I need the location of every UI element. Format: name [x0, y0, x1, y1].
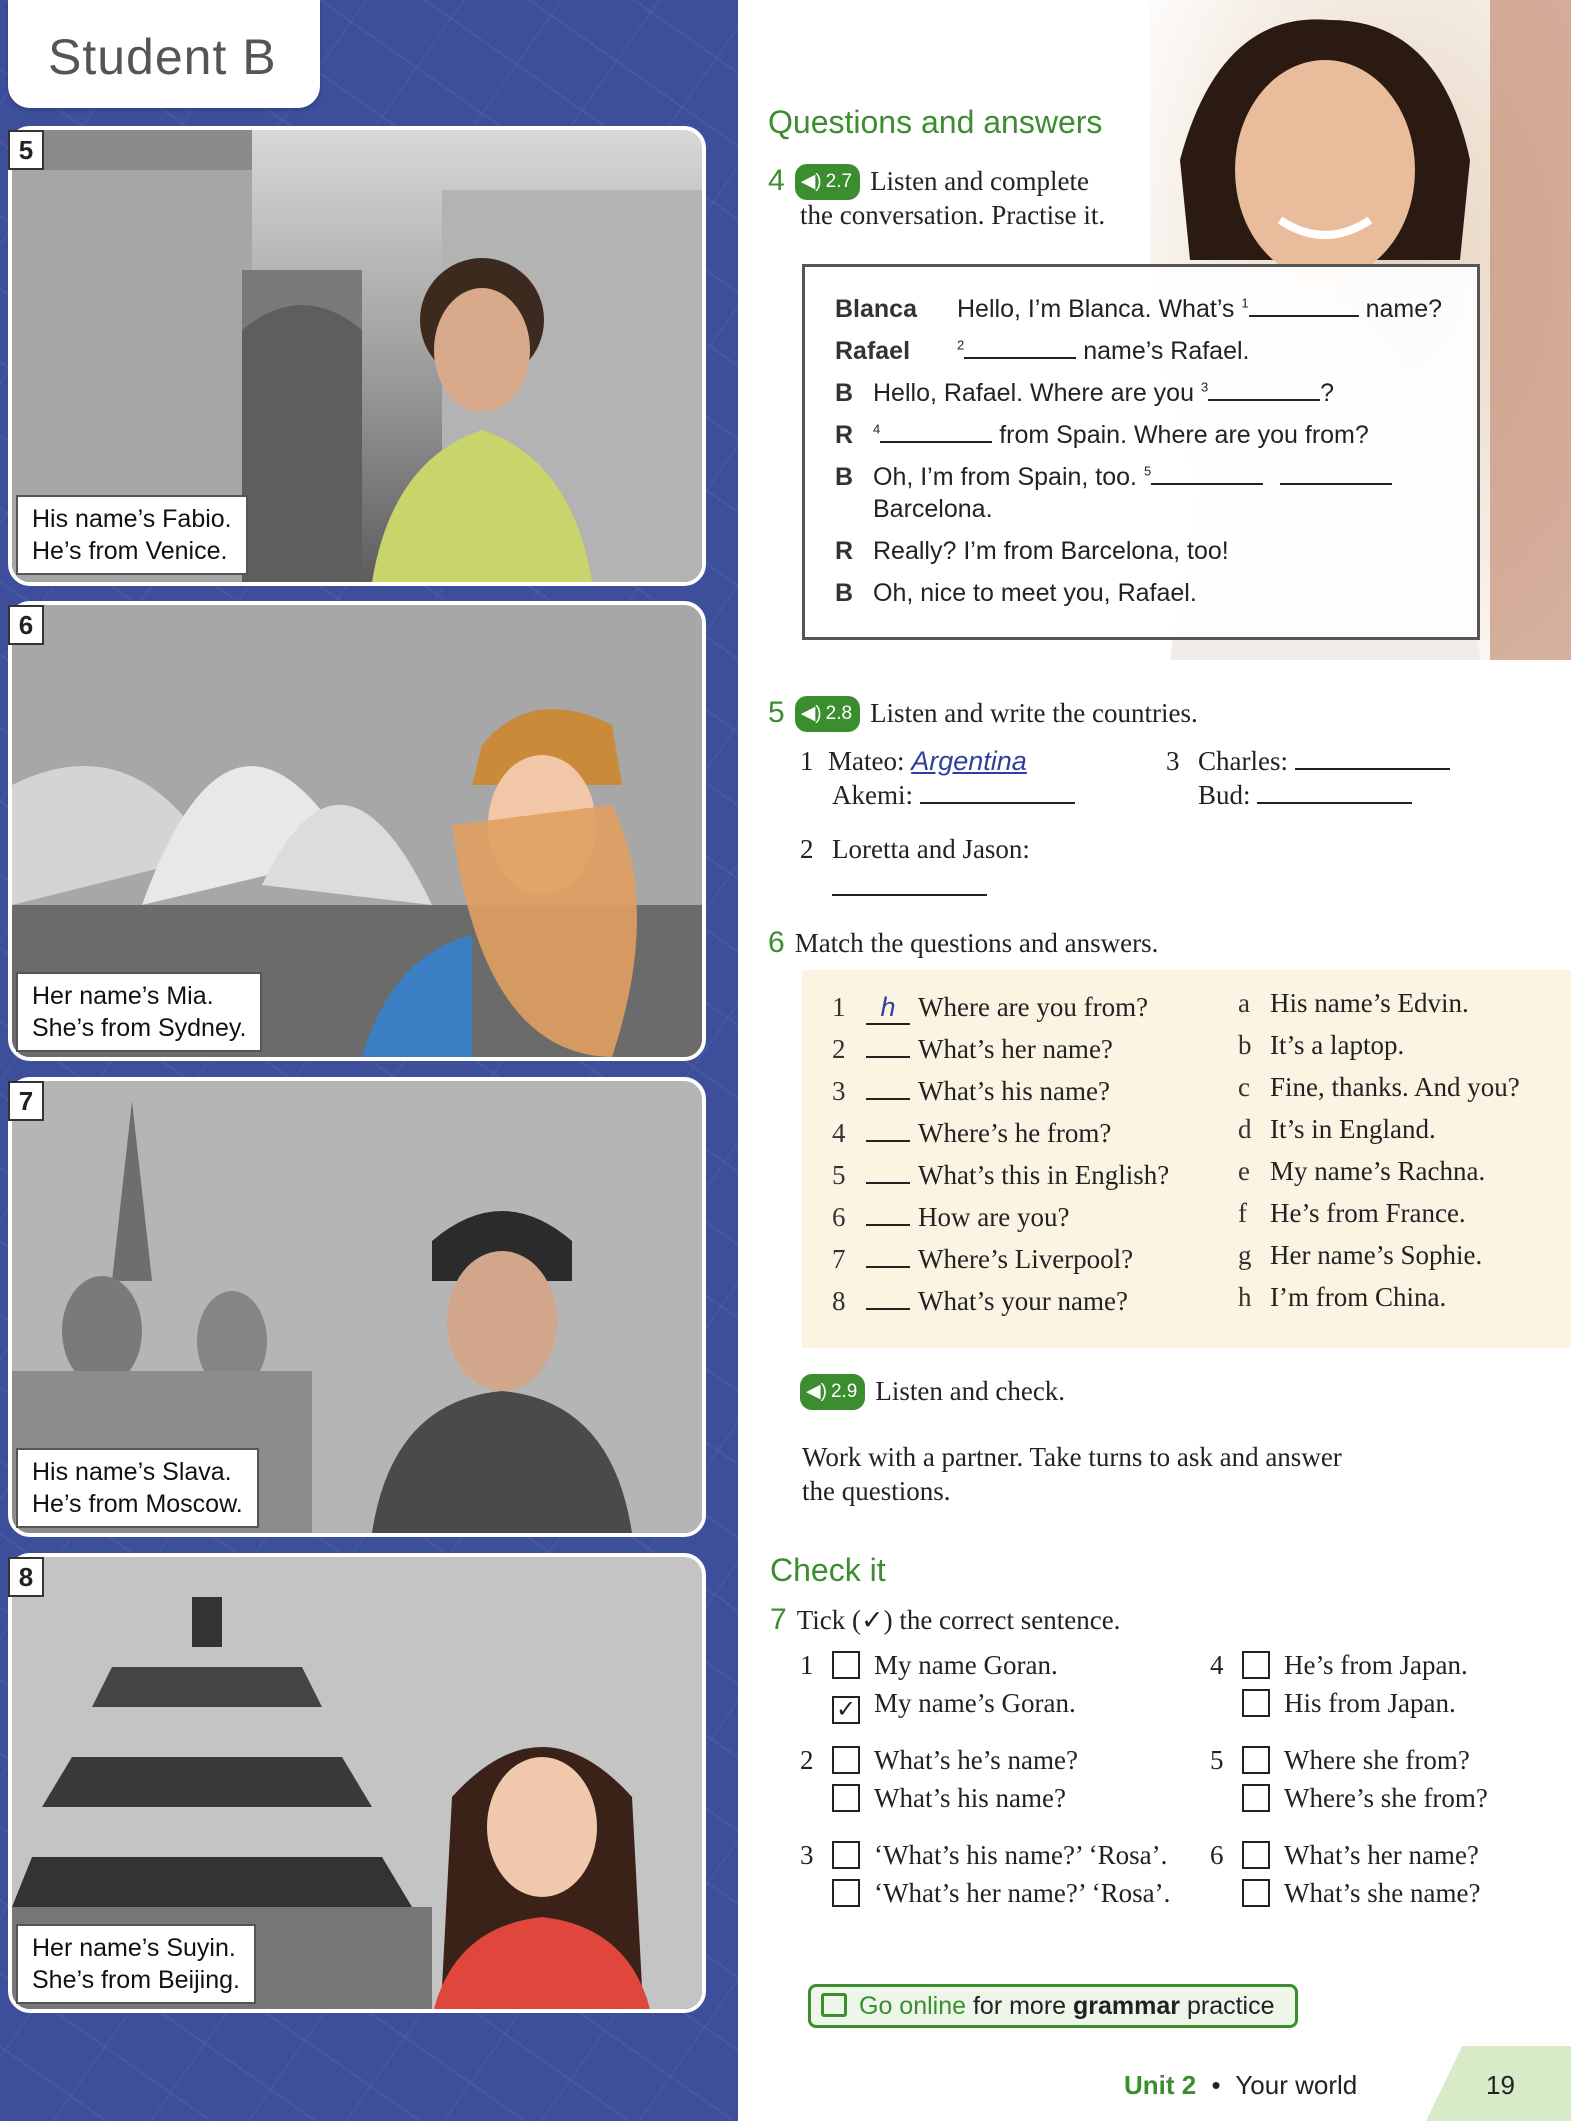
caption-suyin: Her name’s Suyin. She’s from Beijing.	[16, 1924, 256, 2004]
tick-option: Where she from?	[1242, 1745, 1470, 1776]
section-title-questions: Questions and answers	[768, 104, 1103, 140]
exercise-7-instruction: 7 Tick (✓) the correct sentence.	[770, 1603, 1121, 1636]
photo-number: 8	[8, 1557, 44, 1597]
photo-number: 5	[8, 130, 44, 170]
dialogue-line-5: B Oh, I’m from Spain, too. $^5$	[835, 461, 1392, 492]
dialogue-line-2: Rafael $^2$ name’s Rafael.	[835, 337, 1250, 365]
item-bud: Bud:	[1198, 778, 1412, 812]
tick-option: He’s from Japan.	[1242, 1650, 1468, 1681]
tick-option: His from Japan.	[1242, 1688, 1456, 1719]
question-5: 5 What’s this in English?	[832, 1160, 1170, 1190]
tick-option: What’s her name?	[1242, 1840, 1479, 1871]
caption-mia: Her name’s Mia. She’s from Sydney.	[16, 972, 262, 1052]
student-b-panel	[0, 0, 738, 2121]
checkbox[interactable]	[1242, 1746, 1270, 1774]
answer-c: c Fine, thanks. And you?	[1238, 1072, 1520, 1102]
external-link-icon	[821, 1993, 847, 2017]
checkbox[interactable]	[832, 1784, 860, 1812]
checkbox[interactable]	[832, 1879, 860, 1907]
audio-track-2-7[interactable]: ◀) 2.7	[795, 164, 860, 200]
answer-h: h I’m from China.	[1238, 1282, 1447, 1312]
question-3: 3 What’s his name?	[832, 1076, 1110, 1106]
checkbox[interactable]	[1242, 1651, 1270, 1679]
answer-g: g Her name’s Sophie.	[1238, 1240, 1483, 1270]
section-title-check-it: Check it	[770, 1552, 886, 1588]
exercise-6-instruction: 6 Match the questions and answers.	[768, 926, 1159, 959]
caption-slava: His name’s Slava. He’s from Moscow.	[16, 1448, 259, 1528]
blank-1[interactable]	[1249, 293, 1359, 317]
exercise-4-instruction: 4 ◀) 2.7 Listen and complete	[768, 164, 1089, 200]
item-loretta: 2 Loretta and Jason:	[800, 834, 1030, 864]
checkbox[interactable]	[1242, 1841, 1270, 1869]
checkbox[interactable]	[1242, 1784, 1270, 1812]
blank-4[interactable]	[880, 419, 992, 443]
question-2: 2 What’s her name?	[832, 1034, 1113, 1064]
listen-and-check: ◀) 2.9 Listen and check.	[800, 1374, 1065, 1410]
answer-d: d It’s in England.	[1238, 1114, 1436, 1144]
question-8: 8 What’s your name?	[832, 1286, 1128, 1316]
tick-option: ✓ My name’s Goran.	[832, 1688, 1076, 1724]
dialogue-line-4: R $^4$ from Spain. Where are you from?	[835, 421, 1369, 449]
match-box	[802, 970, 1571, 1348]
blank-loretta[interactable]	[832, 874, 987, 896]
tick-item-number: 1	[800, 1650, 814, 1680]
answer-e: e My name’s Rachna.	[1238, 1156, 1486, 1186]
item-charles: 3 Charles:	[1166, 744, 1450, 778]
dialogue-line-1: Blanca Hello, I’m Blanca. What’s $^1$ name?	[835, 295, 1443, 323]
tick-item-number: 6	[1210, 1840, 1224, 1870]
audio-track-2-8[interactable]: ◀) 2.8	[795, 696, 860, 732]
blank-5a[interactable]	[1151, 461, 1263, 485]
checkbox[interactable]	[1242, 1879, 1270, 1907]
checkbox[interactable]	[832, 1841, 860, 1869]
footer-unit: Unit 2 • Your world	[1124, 2070, 1358, 2100]
item-akemi: Akemi:	[832, 778, 1075, 812]
answer-example: Argentina	[911, 746, 1027, 776]
tick-option: My name Goran.	[832, 1650, 1058, 1681]
blank-2[interactable]	[964, 335, 1076, 359]
blank-3[interactable]	[1208, 377, 1320, 401]
checkbox[interactable]	[1242, 1689, 1270, 1717]
checkbox[interactable]	[832, 1746, 860, 1774]
answer-a: a His name’s Edvin.	[1238, 988, 1469, 1018]
student-title: Student B	[48, 29, 277, 85]
partner-instruction-2: the questions.	[802, 1476, 951, 1506]
photo-number: 7	[8, 1081, 44, 1121]
tick-option: What’s she name?	[1242, 1878, 1480, 1909]
conversation-box	[802, 264, 1480, 640]
checkbox[interactable]	[832, 1651, 860, 1679]
answer-f: f He’s from France.	[1238, 1198, 1466, 1228]
blank-5b[interactable]	[1280, 461, 1392, 485]
caption-fabio: His name’s Fabio. He’s from Venice.	[16, 495, 248, 575]
student-tab	[8, 0, 320, 108]
tick-option: What’s he’s name?	[832, 1745, 1078, 1776]
question-7: 7 Where’s Liverpool?	[832, 1244, 1134, 1274]
question-4: 4 Where’s he from?	[832, 1118, 1112, 1148]
question-1: 1 h Where are you from?	[832, 992, 1148, 1025]
tick-option: What’s his name?	[832, 1783, 1066, 1814]
tick-item-number: 5	[1210, 1745, 1224, 1775]
exercise-4-instruction-2: the conversation. Practise it.	[800, 200, 1106, 230]
tick-option: ‘What’s his name?’ ‘Rosa’.	[832, 1840, 1167, 1871]
page-number: 19	[1486, 2070, 1515, 2100]
dialogue-line-6: R Really? I’m from Barcelona, too!	[835, 537, 1229, 565]
answer-b: b It’s a laptop.	[1238, 1030, 1405, 1060]
go-online-link[interactable]: Go online for more grammar practice	[808, 1984, 1298, 2028]
exercise-5-instruction: 5 ◀) 2.8 Listen and write the countries.	[768, 696, 1198, 732]
audio-track-2-9[interactable]: ◀) 2.9	[800, 1374, 865, 1410]
dialogue-line-5b: Barcelona.	[873, 495, 993, 523]
question-6: 6 How are you?	[832, 1202, 1070, 1232]
tick-item-number: 4	[1210, 1650, 1224, 1680]
tick-item-number: 3	[800, 1840, 814, 1870]
tick-option: ‘What’s her name?’ ‘Rosa’.	[832, 1878, 1170, 1909]
partner-instruction-1: Work with a partner. Take turns to ask and answer	[802, 1442, 1342, 1472]
tick-option: Where’s she from?	[1242, 1783, 1488, 1814]
dialogue-line-3: B Hello, Rafael. Where are you $^3$ ?	[835, 379, 1335, 407]
photo-number: 6	[8, 605, 44, 645]
checkbox-checked[interactable]: ✓	[832, 1696, 860, 1724]
item-mateo: 1 Mateo: Argentina	[800, 746, 1027, 776]
tick-item-number: 2	[800, 1745, 814, 1775]
dialogue-line-7: B Oh, nice to meet you, Rafael.	[835, 579, 1197, 607]
